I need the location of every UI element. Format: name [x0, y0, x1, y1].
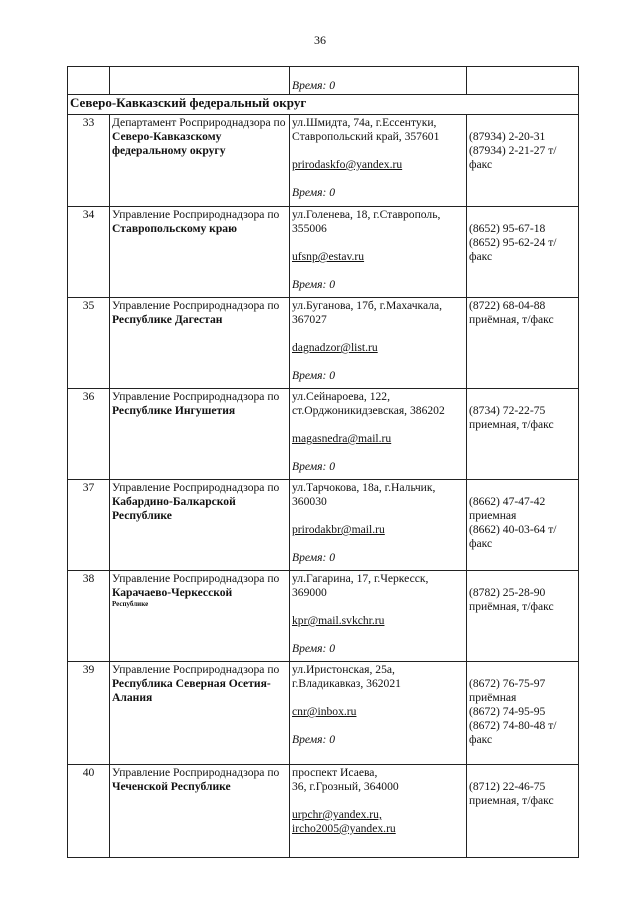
phone-line: (8672) 74-80-48 т/факс	[469, 719, 557, 746]
agency-address	[290, 115, 467, 207]
time-label: Время: 0	[292, 79, 336, 92]
address-line: ул.Тарчокова, 18а, г.Нальчик,	[292, 481, 436, 494]
agency-name-plain: Управление Росприроднадзора по	[112, 481, 280, 494]
agency-phones	[467, 765, 579, 858]
agency-name	[110, 207, 290, 298]
row-number: 37	[68, 480, 110, 571]
email-link[interactable]: prirodaskfo@yandex.ru	[292, 158, 403, 171]
agency-name-region: Республике Ингушетия	[112, 404, 236, 417]
agency-name-plain: Управление Росприроднадзора по	[112, 572, 280, 585]
agency-name	[110, 480, 290, 571]
email-link[interactable]: dagnadzor@list.ru	[292, 341, 378, 354]
phone-line: приёмная	[469, 691, 517, 704]
phone-line: приемная, т/факс	[469, 794, 554, 807]
phone-line: (8722) 68-04-88	[469, 299, 546, 312]
address-line: ул.Сейнароева, 122,	[292, 390, 390, 403]
row-number: 34	[68, 207, 110, 298]
address-line: ул.Иристонская, 25а,	[292, 663, 395, 676]
cell-phone	[467, 67, 579, 95]
phone-line: приемная	[469, 509, 517, 522]
time-label: Время: 0	[292, 642, 336, 655]
email-link[interactable]: ircho2005@yandex.ru	[292, 822, 396, 835]
agency-phones	[467, 662, 579, 765]
email-link[interactable]: ufsnp@estav.ru	[292, 250, 365, 263]
agency-name	[110, 571, 290, 662]
row-number: 35	[68, 298, 110, 389]
phone-line: (8652) 95-62-24 т/факс	[469, 236, 557, 263]
agency-address	[290, 765, 467, 858]
agency-address	[290, 480, 467, 571]
address-line: проспект Исаева,	[292, 766, 378, 779]
email-link[interactable]: prirodakbr@mail.ru	[292, 523, 385, 536]
agency-name-plain: Управление Росприроднадзора по	[112, 663, 280, 676]
address-line: г.Владикавказ, 362021	[292, 677, 401, 690]
phone-line: приёмная, т/факс	[469, 600, 554, 613]
phone-line: (8662) 40-03-64 т/факс	[469, 523, 557, 550]
row-number: 33	[68, 115, 110, 207]
agency-name-plain: Управление Росприроднадзора по	[112, 208, 280, 221]
agency-name-region: Ставропольскому краю	[112, 222, 237, 235]
time-label: Время: 0	[292, 551, 336, 564]
agency-name-plain: Управление Росприроднадзора по	[112, 766, 280, 779]
email-link[interactable]: magasnedra@mail.ru	[292, 432, 392, 445]
address-line: 369000	[292, 586, 327, 599]
agency-address	[290, 389, 467, 480]
address-line: ул.Буганова, 17б, г.Махачкала,	[292, 299, 443, 312]
address-line: ул.Гагарина, 17, г.Черкесск,	[292, 572, 429, 585]
row-number: 39	[68, 662, 110, 765]
address-line: 355006	[292, 222, 327, 235]
region-header-row	[68, 95, 579, 115]
address-line: ст.Орджоникидзевская, 386202	[292, 404, 445, 417]
time-label: Время: 0	[292, 278, 336, 291]
address-line: ул.Голенева, 18, г.Ставрополь,	[292, 208, 441, 221]
table-row	[68, 389, 579, 480]
table-row	[68, 662, 579, 765]
phone-line: (87934) 2-21-27 т/факс	[469, 144, 557, 171]
phone-line: (8672) 76-75-97	[469, 677, 546, 690]
page-number: 36	[314, 33, 326, 47]
time-label: Время: 0	[292, 186, 336, 199]
email-link[interactable]: kpr@mail.svkchr.ru	[292, 614, 385, 627]
agency-name	[110, 765, 290, 858]
agency-name	[110, 389, 290, 480]
phone-line: (8652) 95-67-18	[469, 222, 546, 235]
row-number: 36	[68, 389, 110, 480]
agency-name-plain: Управление Росприроднадзора по	[112, 390, 280, 403]
agency-address	[290, 207, 467, 298]
time-label: Время: 0	[292, 369, 336, 382]
time-label: Время: 0	[292, 733, 336, 746]
agency-phones	[467, 571, 579, 662]
agency-name	[110, 662, 290, 765]
agency-phones	[467, 480, 579, 571]
table-row	[68, 480, 579, 571]
agency-address	[290, 662, 467, 765]
cell-name	[110, 67, 290, 95]
table-row	[68, 207, 579, 298]
region-title: Северо-Кавказский федеральный округ	[68, 95, 579, 115]
agency-name-region: Карачаево-Черкесской	[112, 586, 233, 599]
phone-line: (8672) 74-95-95	[469, 705, 546, 718]
agency-name	[110, 115, 290, 207]
agency-name-region: Республика Северная Осетия-Алания	[112, 677, 271, 704]
agency-name-region: Чеченской Республике	[112, 780, 231, 793]
row-number: 38	[68, 571, 110, 662]
phone-line: (87934) 2-20-31	[469, 130, 546, 143]
address-line: 360030	[292, 495, 327, 508]
address-line: ул.Шмидта, 74а, г.Ессентуки,	[292, 116, 437, 129]
agency-name-region: Северо-Кавказскому федеральному округу	[112, 130, 226, 157]
table-row	[68, 115, 579, 207]
agency-phones	[467, 207, 579, 298]
cell-address	[290, 67, 467, 95]
agency-name	[110, 298, 290, 389]
email-link[interactable]: urpchr@yandex.ru,	[292, 808, 382, 821]
phone-line: (8712) 22-46-75	[469, 780, 546, 793]
address-line: 36, г.Грозный, 364000	[292, 780, 399, 793]
table-row	[68, 571, 579, 662]
table-row	[68, 765, 579, 858]
phone-line: (8734) 72-22-75	[469, 404, 546, 417]
agency-name-region: Республике Дагестан	[112, 313, 223, 326]
row-number: 40	[68, 765, 110, 858]
agency-phones	[467, 115, 579, 207]
cell-num	[68, 67, 110, 95]
agency-name-plain: Департамент Росприроднадзора по	[112, 116, 286, 129]
phone-line: (8662) 47-47-42	[469, 495, 546, 508]
table-row-continuation	[68, 67, 579, 95]
email-link[interactable]: cnr@inbox.ru	[292, 705, 357, 718]
phone-line: приёмная, т/факс	[469, 313, 554, 326]
address-line: 367027	[292, 313, 327, 326]
agency-table	[67, 66, 579, 858]
agency-address	[290, 298, 467, 389]
time-label: Время: 0	[292, 460, 336, 473]
agency-name-plain: Управление Росприроднадзора по	[112, 299, 280, 312]
phone-line: (8782) 25-28-90	[469, 586, 546, 599]
agency-name-small: Республике	[112, 600, 149, 608]
address-line: Ставропольский край, 357601	[292, 130, 440, 143]
table-row	[68, 298, 579, 389]
agency-address	[290, 571, 467, 662]
agency-phones	[467, 298, 579, 389]
phone-line: приемная, т/факс	[469, 418, 554, 431]
agency-phones	[467, 389, 579, 480]
agency-name-region: Кабардино-Балкарской Республике	[112, 495, 236, 522]
